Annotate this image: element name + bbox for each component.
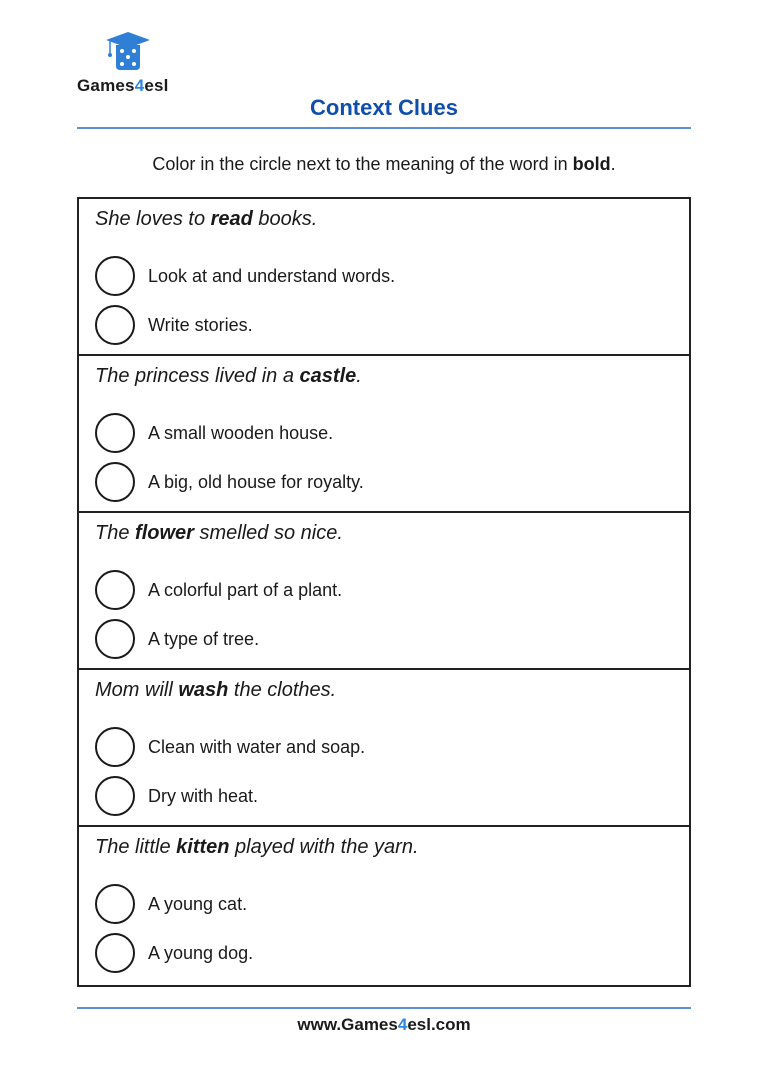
brand-name-suffix: esl — [144, 76, 169, 95]
sentence-after: . — [356, 365, 362, 387]
target-word: castle — [299, 365, 357, 387]
instructions-bold-word: bold — [572, 154, 611, 174]
graduation-cap-dice-icon — [104, 30, 152, 72]
answer-circle[interactable] — [95, 727, 135, 767]
answer-label: A big, old house for royalty. — [148, 471, 364, 492]
instructions-text: Color in the circle next to the meaning of the word in — [152, 154, 573, 174]
instructions-punct: . — [610, 154, 616, 174]
answer-label: A young dog. — [148, 942, 254, 963]
question-sentence — [95, 208, 317, 231]
question-block — [79, 356, 689, 513]
sentence-before: She loves to — [95, 208, 211, 230]
sentence-before: The — [95, 522, 136, 544]
sentence-before: The little — [95, 836, 177, 858]
answer-option[interactable] — [95, 619, 259, 659]
brand-name — [77, 76, 169, 96]
page-title — [0, 95, 768, 121]
answer-circle[interactable] — [95, 884, 135, 924]
answer-option[interactable] — [95, 884, 247, 924]
page-title-text: Context Clues — [310, 95, 458, 120]
answer-label: Look at and understand words. — [148, 265, 396, 286]
question-block — [79, 199, 689, 356]
answer-circle[interactable] — [95, 570, 135, 610]
question-block — [79, 513, 689, 670]
answer-circle[interactable] — [95, 305, 135, 345]
answer-label: A type of tree. — [148, 628, 260, 649]
sentence-after: smelled so nice. — [193, 522, 343, 544]
target-word: flower — [135, 522, 194, 544]
answer-label: Write stories. — [148, 314, 253, 335]
answer-option[interactable] — [95, 776, 258, 816]
answer-option[interactable] — [95, 413, 333, 453]
answer-label: A small wooden house. — [148, 422, 334, 443]
answer-label: Dry with heat. — [148, 785, 259, 806]
footer-url-suffix: esl.com — [407, 1015, 471, 1034]
sentence-before: Mom will — [95, 679, 179, 701]
header-divider — [77, 127, 691, 129]
answer-option[interactable] — [95, 570, 342, 610]
answer-label: Clean with water and soap. — [148, 736, 366, 757]
footer-url-prefix: www.Games — [297, 1015, 398, 1034]
sentence-after: the clothes. — [228, 679, 337, 701]
question-sentence — [95, 522, 343, 545]
answer-circle[interactable] — [95, 256, 135, 296]
quiz-table — [77, 197, 691, 987]
target-word: wash — [178, 679, 229, 701]
target-word: kitten — [176, 836, 230, 858]
question-sentence — [95, 365, 362, 388]
question-block — [79, 670, 689, 827]
answer-circle[interactable] — [95, 776, 135, 816]
footer-divider — [77, 1007, 691, 1009]
target-word: read — [210, 208, 253, 230]
answer-circle[interactable] — [95, 619, 135, 659]
brand-name-accent: 4 — [134, 76, 145, 95]
question-sentence — [95, 679, 336, 702]
answer-option[interactable] — [95, 727, 365, 767]
answer-circle[interactable] — [95, 933, 135, 973]
answer-circle[interactable] — [95, 413, 135, 453]
answer-option[interactable] — [95, 305, 253, 345]
footer-url-accent: 4 — [397, 1015, 408, 1034]
question-sentence — [95, 836, 419, 859]
question-block — [79, 827, 689, 985]
sentence-before: The princess lived in a — [95, 365, 300, 387]
answer-circle[interactable] — [95, 462, 135, 502]
footer-url — [0, 1015, 768, 1035]
answer-label: A young cat. — [148, 893, 248, 914]
answer-option[interactable] — [95, 462, 364, 502]
answer-label: A colorful part of a plant. — [148, 579, 343, 600]
sentence-after: books. — [252, 208, 318, 230]
brand-name-prefix: Games — [77, 76, 135, 95]
answer-option[interactable] — [95, 933, 253, 973]
sentence-after: played with the yarn. — [229, 836, 419, 858]
answer-option[interactable] — [95, 256, 395, 296]
instructions — [0, 154, 768, 175]
